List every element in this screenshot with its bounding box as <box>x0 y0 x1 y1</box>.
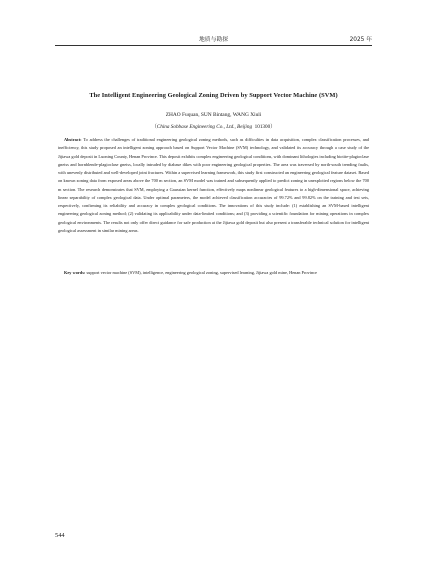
paper-authors: ZHAO Fuquan, SUN Bintang, WANG Xiuli <box>165 112 262 118</box>
affiliation-close-paren: ） <box>270 124 276 130</box>
affiliation-organization: China Sobbase Engineering Co., Ltd., Beijing <box>156 124 253 130</box>
header-rule <box>55 45 372 46</box>
abstract <box>58 136 369 235</box>
paper-title: The Intelligent Engineering Geological Zoning Driven by Support Vector Machine (SVM) <box>89 92 338 99</box>
abstract-text: To address the challenges of traditional engineering geological zoning methods, such as difficulties in data acquisition, complex classification processes, and inefficiency, this study proposed an intelligent zoning approach based on Support Vector Machine (SVM) technology, and validated its accuracy through a case study of the Jijiawa gold deposit in Luoning County, Henan Province. This deposit exhibits complex engineering geological conditions, with dominant lithologies including biotite-plagioclase gneiss and hornblende-plagioclase gneiss, locally intruded by diabase dikes with poor engineering geological properties. The area was traversed by north-south trending faults, with unevenly distributed and well-developed joint fractures. Within a supervised learning framework, this study first constructed an engineering geological feature dataset. Based on known zoning data from exposed areas above the 700 m section, an SVM model was trained and subsequently applied to predict zoning in unexploited regions below the 700 m section. The research demonstrates that SVM, employing a Gaussian kernel function, effectively maps nonlinear geological features to a high-dimensional space, achieving linear separability of complex geological data. Under optimal parameters, the model achieved classification accuracies of 99.72% and 99.82% on the training and test sets, respectively, confirming its reliability and accuracy in complex geological conditions. The innovations of this study include: (1) establishing an SVM-based intelligent engineering geological zoning method; (2) validating its applicability under data-limited conditions; and (3) providing a scientific foundation for mining operations in complex geological environments. The results not only offer direct guidance for safe production at the Jijiawa gold deposit but also present a transferable technical solution for intelligent geological assessment in similar mining areas. <box>58 137 369 233</box>
journal-year: 2025 年 <box>349 37 372 43</box>
keywords <box>58 269 369 277</box>
page-number: 544 <box>55 532 65 539</box>
affiliation-postcode: 101300 <box>254 124 271 130</box>
journal-name: 地质与勘探 <box>199 37 228 43</box>
keywords-label: Key words: <box>64 270 86 275</box>
abstract-label: Abstract: <box>64 137 82 142</box>
affiliation-open-paren: （ <box>151 124 157 130</box>
keywords-text: support vector machine (SVM), intelligence, engineering geological zoning, supervised learning, Jijiawa gold mine, Henan Province <box>86 270 317 275</box>
paper-affiliation <box>40 123 387 130</box>
